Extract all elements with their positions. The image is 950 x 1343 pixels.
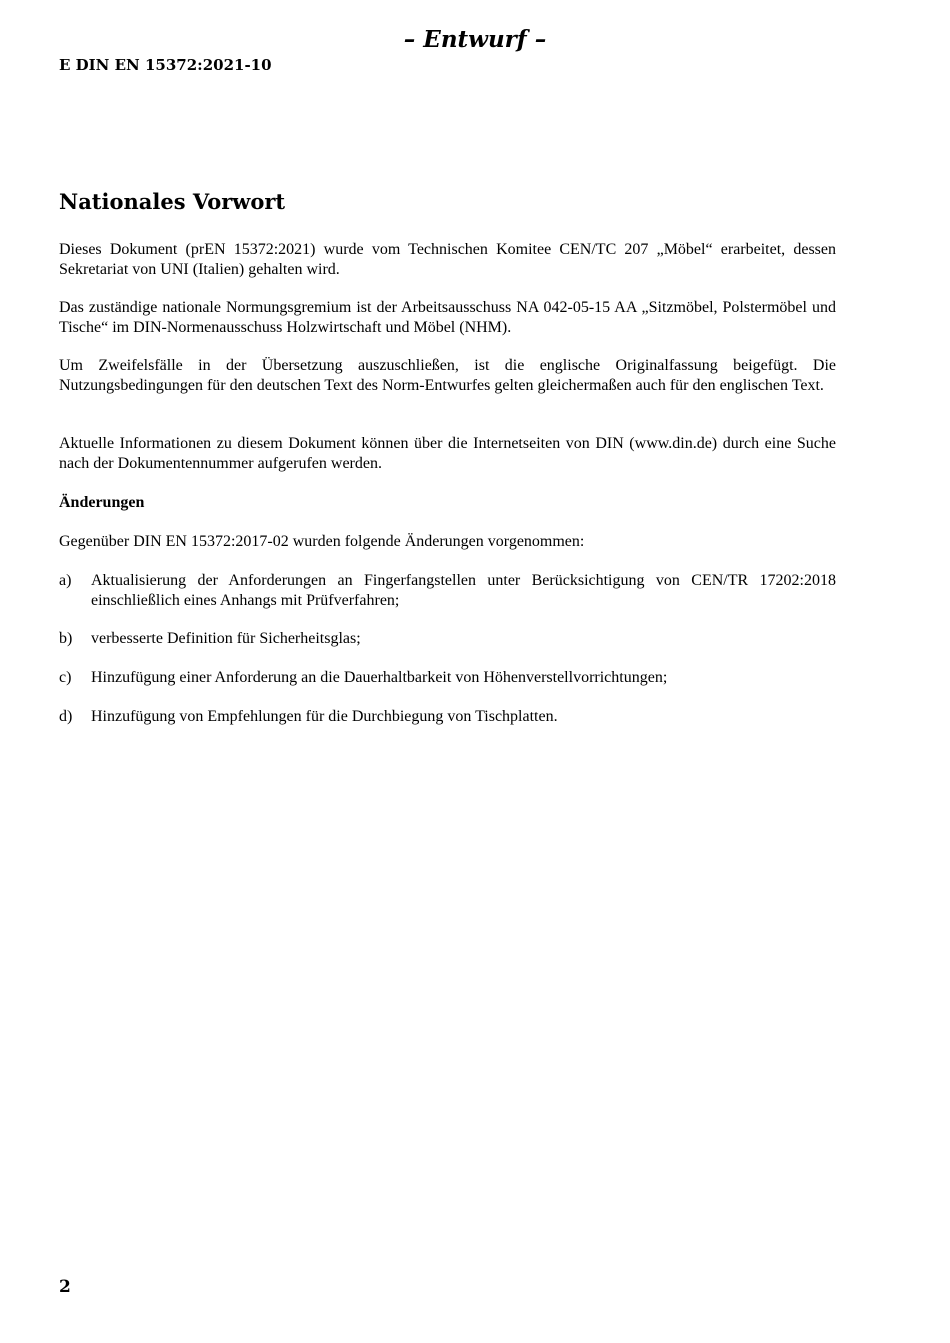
list-marker: d) [59,708,73,725]
page-number: 2 [59,1277,71,1297]
draft-banner: – Entwurf – [403,26,547,53]
list-text: Aktualisierung der Anforderungen an Fingerfangstellen unter Berücksichtigung von CEN/TR 17202:2018 einschließlich eines Anhangs mit Prüfverfahren; [91,572,836,609]
paragraph-committee: Das zuständige nationale Normungsgremium ist der Arbeitsausschuss NA 042-05-15 AA „Sitzmöbel, Polstermöbel und Tische“ im DIN-Normenausschuss Holzwirtschaft und Möbel (NHM). [59,299,836,336]
list-item [59,629,836,649]
list-marker: a) [59,572,72,589]
document-id: E DIN EN 15372:2021-10 [59,56,272,74]
list-text: Hinzufügung von Empfehlungen für die Durchbiegung von Tischplatten. [91,708,558,725]
list-marker: c) [59,669,72,686]
list-marker: b) [59,630,73,647]
section-title: Nationales Vorwort [59,189,286,214]
paragraph-secretariat: Dieses Dokument (prEN 15372:2021) wurde vom Technischen Komitee CEN/TC 207 „Möbel“ erarbeitet, dessen Sekretariat von UNI (Italien) gehalten wird. [59,241,836,278]
list-item [59,668,836,688]
changes-intro: Gegenüber DIN EN 15372:2017-02 wurden folgende Änderungen vorgenommen: [59,533,585,550]
list-text: verbesserte Definition für Sicherheitsglas; [91,630,361,647]
list-text: Hinzufügung einer Anforderung an die Dauerhaltbarkeit von Höhenverstellvorrichtungen; [91,669,668,686]
list-item [59,707,836,727]
list-item [59,571,836,610]
changes-title: Änderungen [59,494,145,511]
paragraph-information: Aktuelle Informationen zu diesem Dokument können über die Internetseiten von DIN (www.din.de) durch eine Suche nach der Dokumentennummer aufgerufen werden. [59,435,836,472]
paragraph-translation: Um Zweifelsfälle in der Übersetzung auszuschließen, ist die englische Originalfassung beigefügt. Die Nutzungsbedingungen für den deutschen Text des Norm-Entwurfes gelten gleichermaßen auch für den englischen Text. [59,357,836,394]
